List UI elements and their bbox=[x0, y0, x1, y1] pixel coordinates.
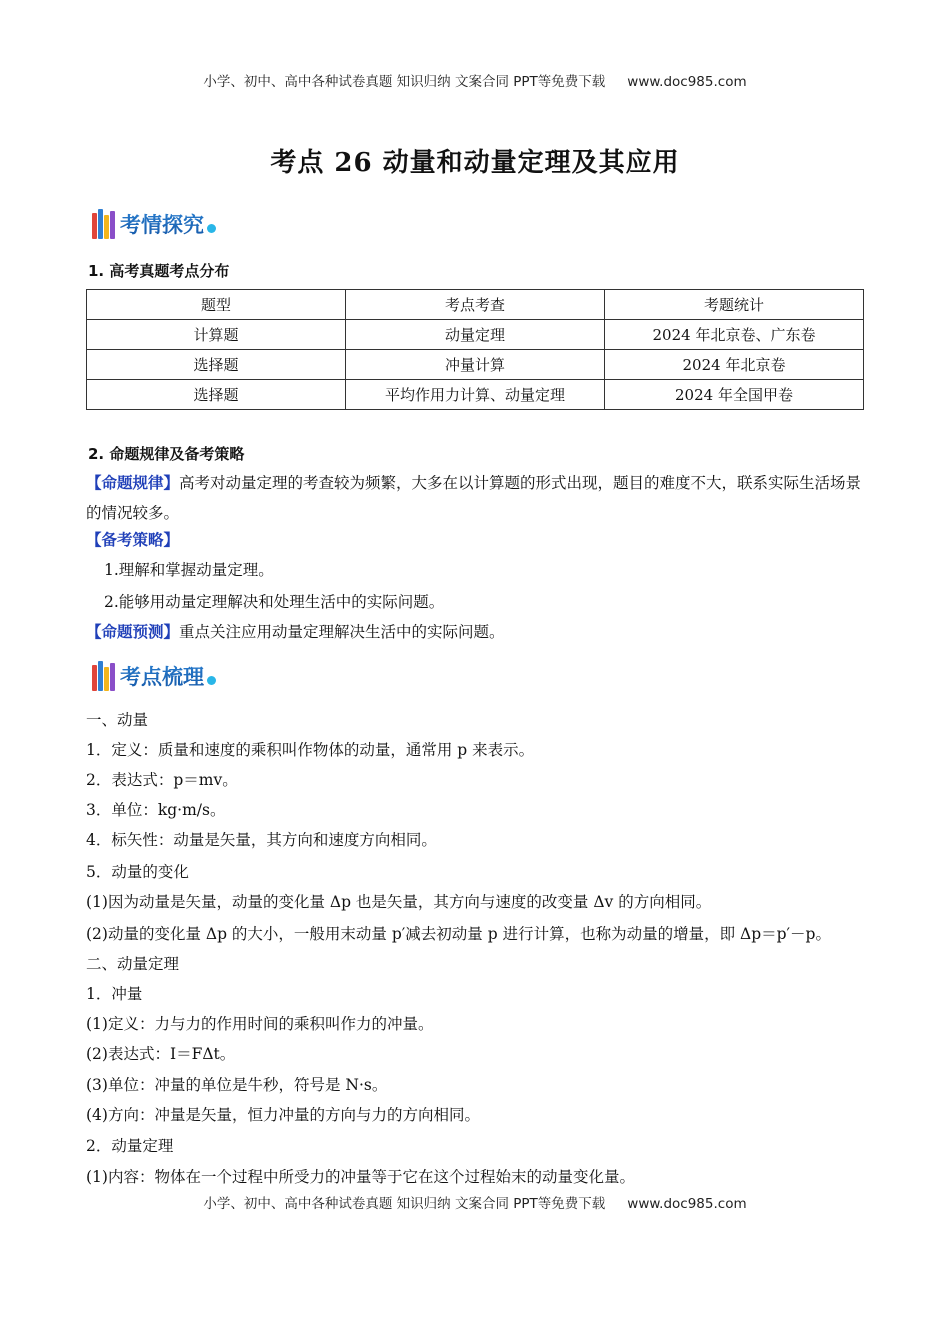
section-heading: 2. 命题规律及备考策略 bbox=[88, 445, 245, 463]
strategy-item: 2.能够用动量定理解决和处理生活中的实际问题。 bbox=[104, 593, 445, 611]
banner-label: 考情探究 bbox=[120, 209, 204, 239]
table-cell: 选择题 bbox=[87, 350, 346, 380]
table-cell: 冲量计算 bbox=[346, 350, 605, 380]
content-line: (3)单位：冲量的单位是牛秒，符号是 N·s。 bbox=[86, 1076, 388, 1094]
table-cell: 动量定理 bbox=[346, 320, 605, 350]
dot-icon bbox=[207, 224, 216, 233]
section-heading: 1. 高考真题考点分布 bbox=[88, 262, 230, 280]
banner-exam-analysis bbox=[92, 206, 216, 242]
table-header-row bbox=[87, 290, 864, 320]
strategy-item: 1.理解和掌握动量定理。 bbox=[104, 561, 274, 579]
strategy-tag: 【备考策略】 bbox=[86, 531, 180, 549]
content-line: 1．定义：质量和速度的乘积叫作物体的动量，通常用 p 来表示。 bbox=[86, 741, 535, 759]
law-text: 高考对动量定理的考查较为频繁，大多在以计算题的形式出现，题目的难度不大，联系实际生活场景的情况较多。 bbox=[86, 474, 862, 522]
table-cell: 2024 年北京卷 bbox=[605, 350, 864, 380]
content-line: 2．动量定理 bbox=[86, 1137, 174, 1155]
content-line: 二、动量定理 bbox=[86, 955, 180, 973]
page-header bbox=[0, 70, 950, 90]
banner-knowledge-review bbox=[92, 658, 216, 694]
table-cell: 2024 年全国甲卷 bbox=[605, 380, 864, 410]
banner-label: 考点梳理 bbox=[120, 661, 204, 691]
header-site-link[interactable]: www.doc985.com bbox=[627, 74, 747, 90]
predict-paragraph bbox=[86, 620, 505, 644]
law-tag: 【命题规律】 bbox=[86, 474, 180, 492]
law-paragraph bbox=[86, 468, 866, 528]
table-row bbox=[87, 380, 864, 410]
table-cell: 2024 年北京卷、广东卷 bbox=[605, 320, 864, 350]
content-line: (1)内容：物体在一个过程中所受力的冲量等于它在这个过程始末的动量变化量。 bbox=[86, 1168, 635, 1186]
content-line: (1)定义：力与力的作用时间的乘积叫作力的冲量。 bbox=[86, 1015, 434, 1033]
books-icon bbox=[92, 209, 116, 239]
page-footer bbox=[0, 1192, 950, 1212]
content-line: 5．动量的变化 bbox=[86, 863, 189, 881]
content-line: 4．标矢性：动量是矢量，其方向和速度方向相同。 bbox=[86, 831, 437, 849]
predict-text: 重点关注应用动量定理解决生活中的实际问题。 bbox=[179, 623, 505, 641]
content-line: 2．表达式：p＝mv。 bbox=[86, 771, 238, 789]
table-cell: 选择题 bbox=[87, 380, 346, 410]
footer-text: 小学、初中、高中各种试卷真题 知识归纳 文案合同 PPT等免费下载 bbox=[203, 1196, 606, 1212]
table-header: 考题统计 bbox=[605, 290, 864, 320]
predict-tag: 【命题预测】 bbox=[86, 623, 180, 641]
content-line: 1．冲量 bbox=[86, 985, 143, 1003]
header-text: 小学、初中、高中各种试卷真题 知识归纳 文案合同 PPT等免费下载 bbox=[203, 74, 606, 90]
exam-distribution-table bbox=[86, 289, 864, 410]
table-row bbox=[87, 320, 864, 350]
footer-site-link[interactable]: www.doc985.com bbox=[627, 1196, 747, 1212]
content-line: (2)表达式：I＝FΔt。 bbox=[86, 1045, 236, 1063]
books-icon bbox=[92, 661, 116, 691]
content-line: (2)动量的变化量 Δp 的大小，一般用末动量 p′减去初动量 p 进行计算，也称为动量的增量，即 Δp＝p′－p。 bbox=[86, 925, 831, 943]
content-line: 一、动量 bbox=[86, 711, 149, 729]
content-line: (4)方向：冲量是矢量，恒力冲量的方向与力的方向相同。 bbox=[86, 1106, 480, 1124]
table-cell: 平均作用力计算、动量定理 bbox=[346, 380, 605, 410]
table-header: 考点考查 bbox=[346, 290, 605, 320]
table-cell: 计算题 bbox=[87, 320, 346, 350]
dot-icon bbox=[207, 676, 216, 685]
table-header: 题型 bbox=[87, 290, 346, 320]
page-title: 考点 26 动量和动量定理及其应用 bbox=[270, 148, 680, 178]
table-row bbox=[87, 350, 864, 380]
content-line: 3．单位：kg·m/s。 bbox=[86, 801, 226, 819]
content-line: (1)因为动量是矢量，动量的变化量 Δp 也是矢量，其方向与速度的改变量 Δv 的方向相同。 bbox=[86, 893, 712, 911]
